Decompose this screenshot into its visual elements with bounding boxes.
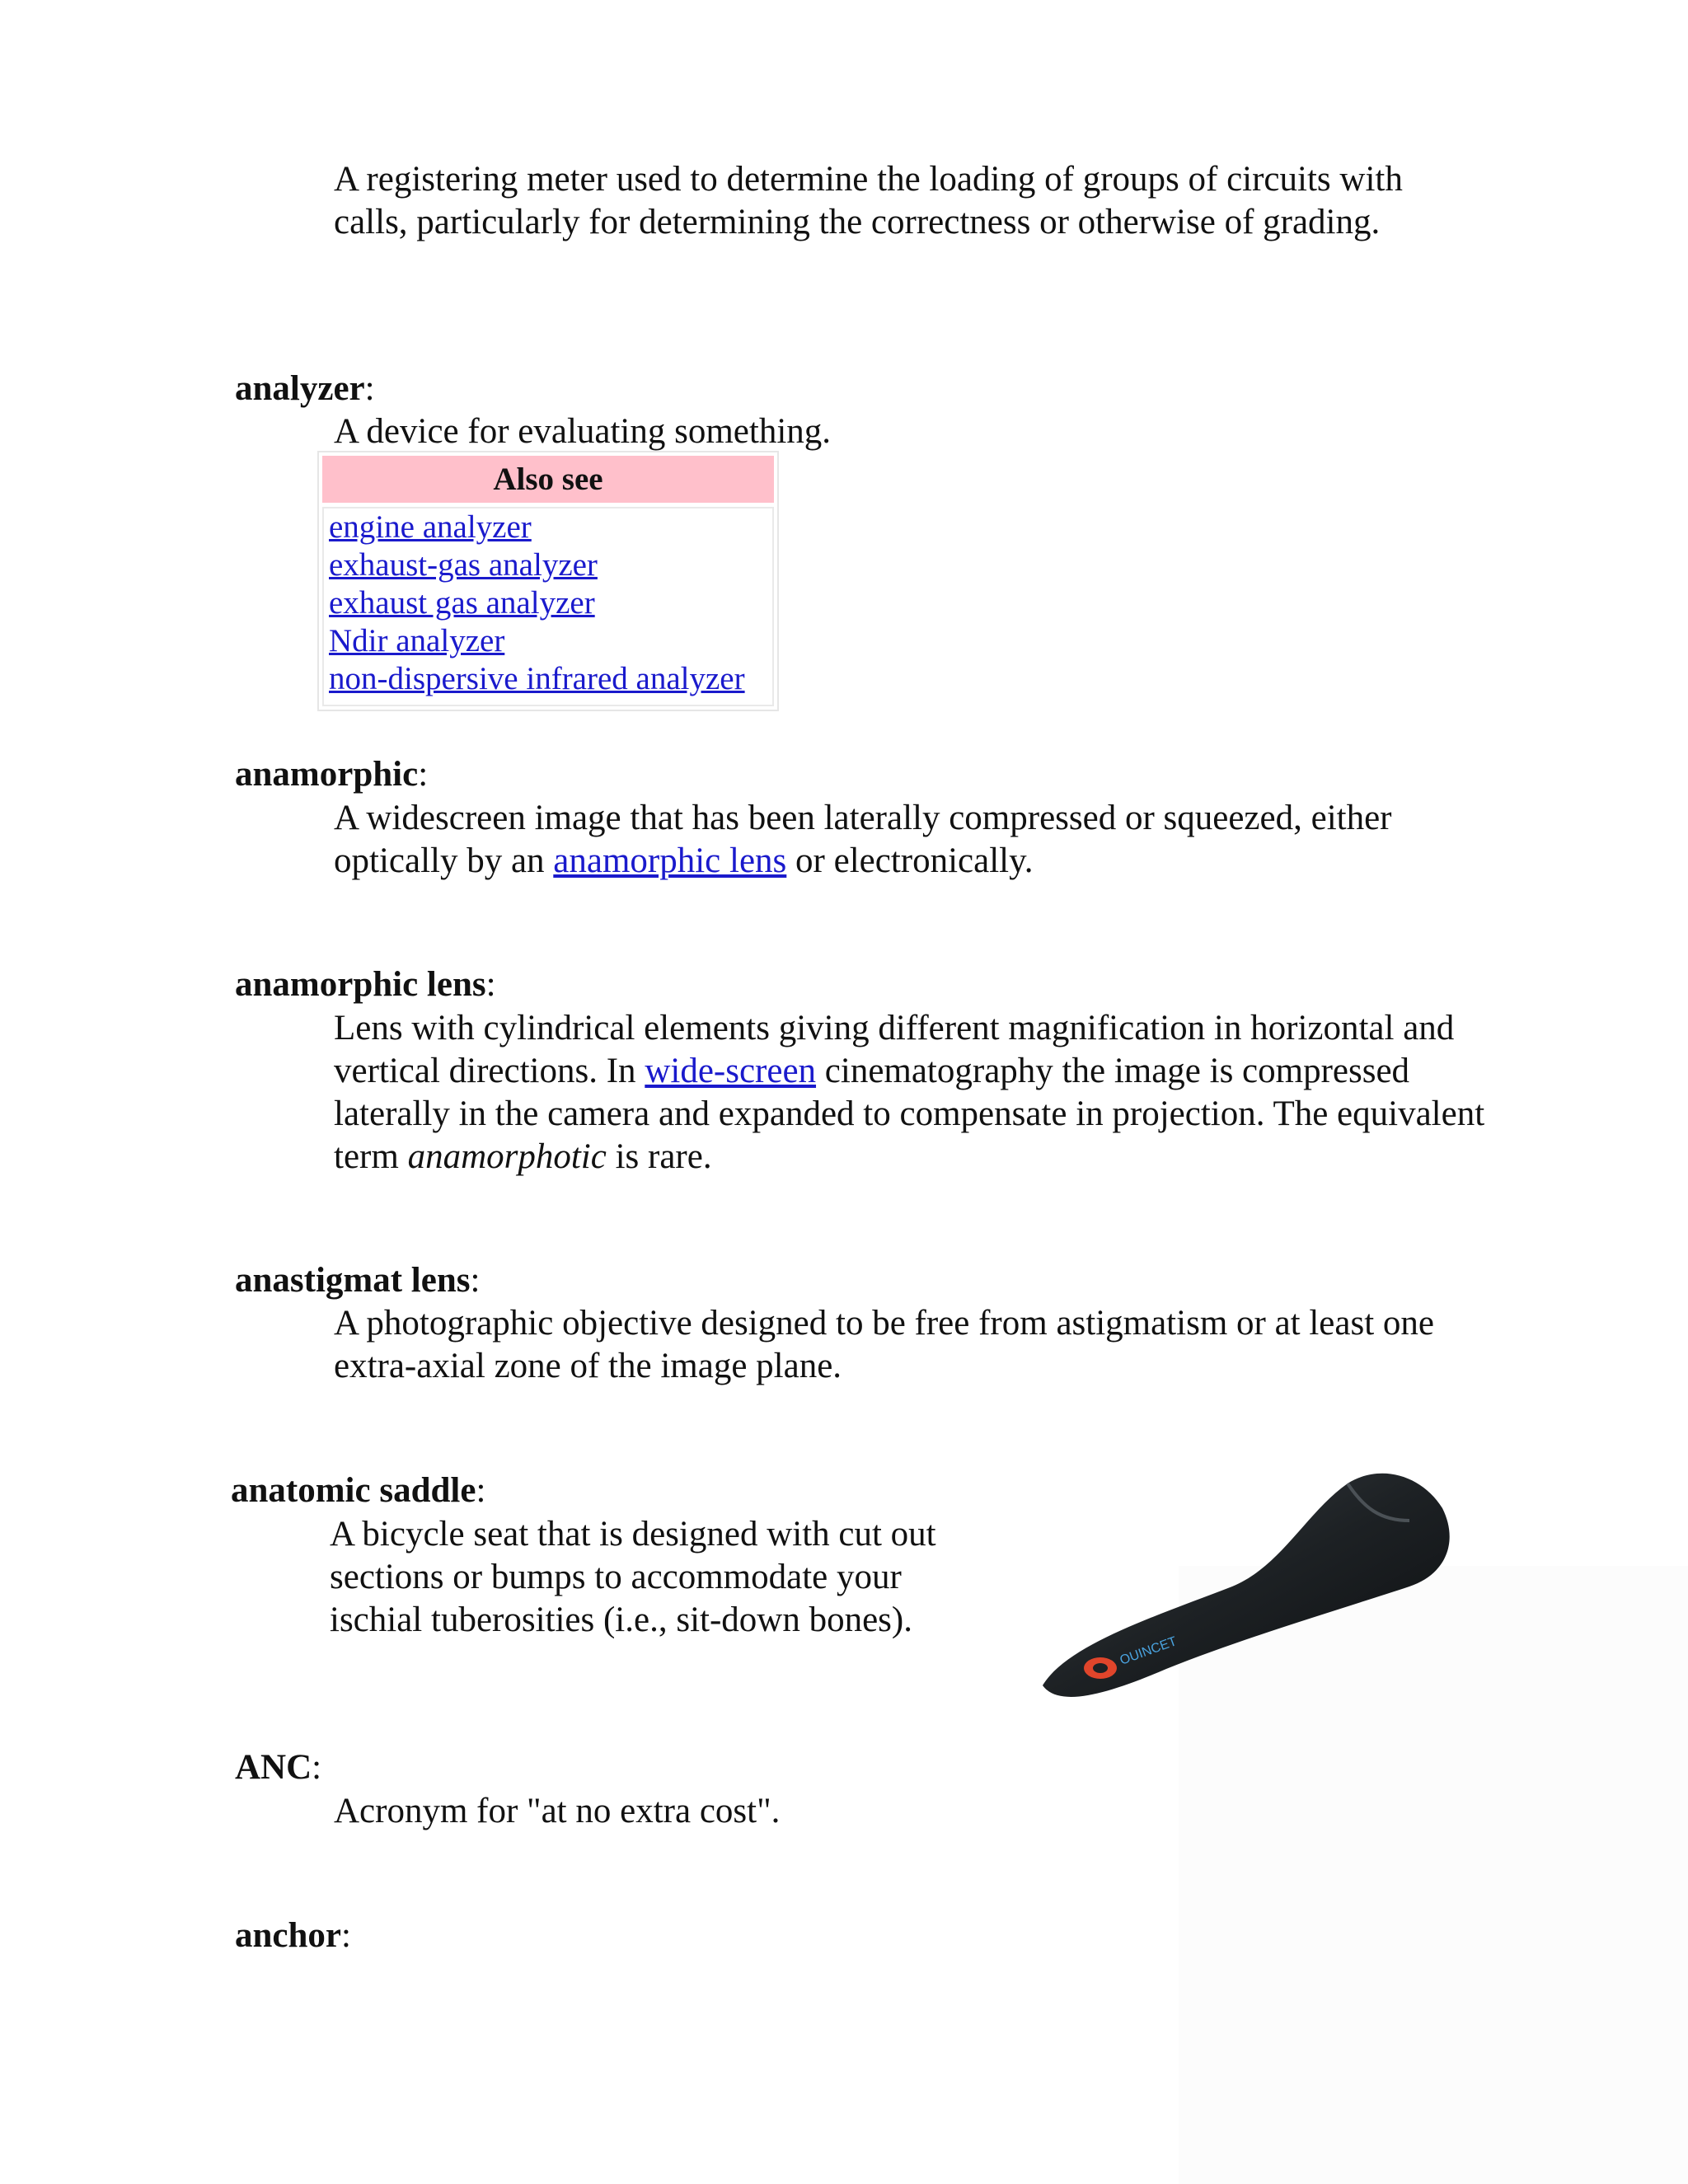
link-exhaust-gas-analyzer-hyphen[interactable]: exhaust-gas analyzer bbox=[329, 547, 598, 583]
definition-text: Acronym for "at no extra cost". bbox=[334, 1792, 781, 1830]
term-name: anamorphic bbox=[235, 755, 419, 794]
term-heading bbox=[231, 1469, 485, 1512]
colon: : bbox=[485, 965, 496, 1004]
term-name: anatomic saddle bbox=[231, 1471, 476, 1510]
link-exhaust-gas-analyzer[interactable]: exhaust gas analyzer bbox=[329, 585, 595, 621]
also-see-box bbox=[317, 451, 779, 711]
definition-text: A registering meter used to determine the loading of groups of circuits with calls, particularly for determining the correctness or otherwise of grading. bbox=[334, 160, 1403, 241]
definition-text: A device for evaluating something. bbox=[334, 412, 832, 451]
colon: : bbox=[418, 755, 429, 794]
definition-text: A photographic objective designed to be free from astigmatism or at least one extra-axial zone of the image plane. bbox=[334, 1304, 1434, 1385]
term-name: analyzer bbox=[235, 369, 365, 408]
term-name: anamorphic lens bbox=[235, 965, 486, 1004]
colon: : bbox=[312, 1748, 322, 1787]
link-anamorphic-lens[interactable]: anamorphic lens bbox=[553, 841, 787, 880]
term-heading bbox=[235, 1746, 321, 1789]
term-heading bbox=[235, 1259, 480, 1302]
term-name: anastigmat lens bbox=[235, 1261, 471, 1300]
saddle-brand-text: OUINCET bbox=[1118, 1634, 1179, 1668]
definition-text: A bicycle seat that is designed with cut out sections or bumps to accommodate your ischial tuberosities (i.e., sit-down bones). bbox=[330, 1515, 936, 1639]
link-wide-screen[interactable]: wide-screen bbox=[645, 1052, 817, 1090]
term-heading bbox=[235, 368, 375, 410]
term-name: ANC bbox=[235, 1748, 312, 1787]
bicycle-saddle-image bbox=[1034, 1463, 1455, 1710]
colon: : bbox=[364, 369, 375, 408]
link-non-dispersive-infrared-analyzer[interactable]: non-dispersive infrared analyzer bbox=[329, 661, 745, 696]
also-see-links bbox=[322, 507, 774, 706]
definition-text: Lens with cylindrical elements giving different magnification in horizontal and vertical directions. In wide-screen cinematography the image is compressed laterally in the camera and expanded to compensate in projection. The equivalent term anamorphotic is rare. bbox=[334, 1009, 1485, 1176]
term-heading bbox=[235, 963, 496, 1006]
link-engine-analyzer[interactable]: engine analyzer bbox=[329, 509, 532, 545]
colon: : bbox=[341, 1916, 351, 1955]
colon: : bbox=[476, 1471, 486, 1510]
term-heading bbox=[235, 753, 428, 796]
link-ndir-analyzer[interactable]: Ndir analyzer bbox=[329, 623, 505, 658]
colon: : bbox=[470, 1261, 481, 1300]
term-name: anchor bbox=[235, 1916, 341, 1955]
term-heading bbox=[235, 1915, 351, 1957]
also-see-title: Also see bbox=[322, 456, 774, 503]
definition-text: A widescreen image that has been laterally compressed or squeezed, either optically by an anamorphic lens or electronically. bbox=[334, 799, 1392, 880]
